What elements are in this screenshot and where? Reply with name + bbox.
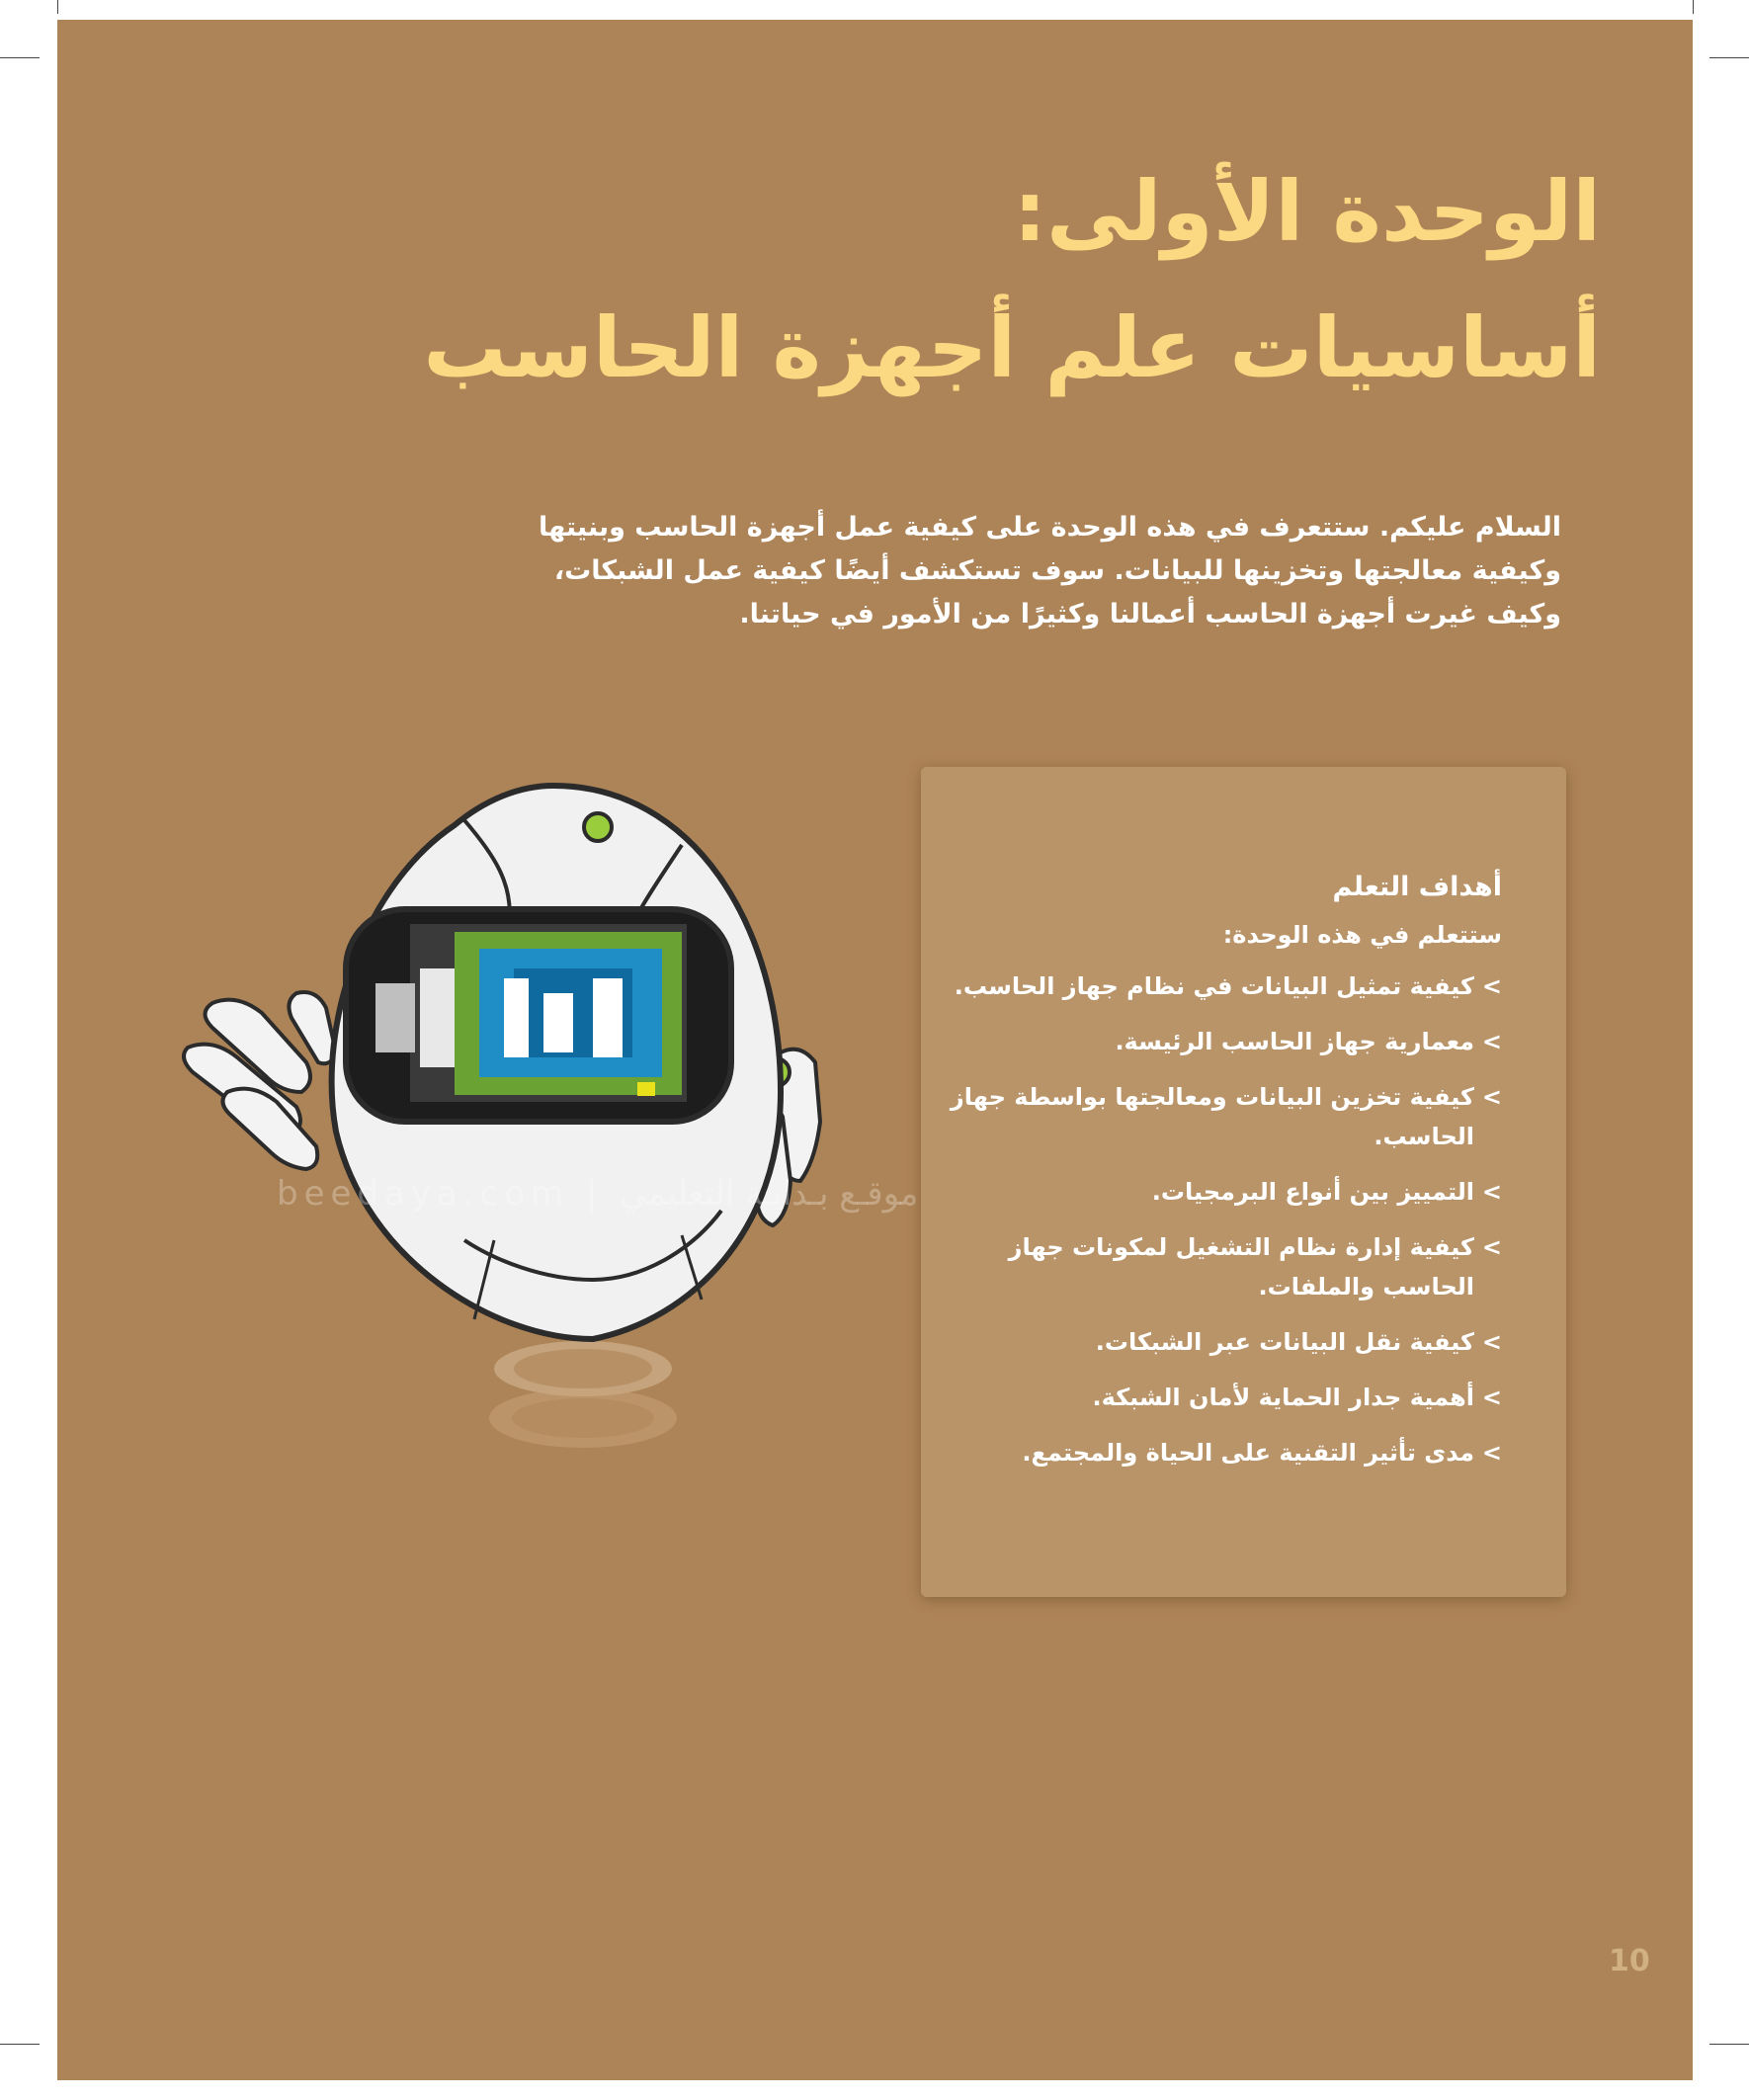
bullet-icon: >: [1481, 972, 1502, 1000]
unit-title-line2: أساسيات علم أجهزة الحاسب: [423, 299, 1601, 396]
objective-text: كيفية تخزين البيانات ومعالجتها بواسطة جهاز الحاسب.: [950, 1083, 1474, 1150]
objective-item: [949, 1022, 1502, 1061]
crop-mark: [1709, 57, 1749, 58]
crop-mark: [1709, 2044, 1749, 2045]
objective-text: التمييز بين أنواع البرمجيات.: [1151, 1178, 1474, 1206]
crop-mark: [0, 57, 40, 58]
bullet-icon: >: [1481, 1233, 1502, 1261]
objective-text: مدى تأثير التقنية على الحياة والمجتمع.: [1022, 1439, 1474, 1467]
intro-line: وكيفية معالجتها وتخزينها للبيانات. سوف تستكشف أيضًا كيفية عمل الشبكات،: [553, 555, 1561, 586]
crop-mark: [0, 2044, 40, 2045]
bullet-icon: >: [1481, 1384, 1502, 1411]
objective-item: [949, 1172, 1502, 1212]
robot-light-icon: [584, 813, 612, 841]
intro-line: السلام عليكم. ستتعرف في هذه الوحدة على كيفية عمل أجهزة الحاسب وبنيتها: [538, 512, 1561, 543]
bullet-icon: >: [1481, 1028, 1502, 1055]
objective-text: كيفية تمثيل البيانات في نظام جهاز الحاسب.: [954, 972, 1474, 1000]
bullet-icon: >: [1481, 1178, 1502, 1206]
page-number: 10: [1609, 1944, 1650, 1978]
objective-text: معمارية جهاز الحاسب الرئيسة.: [1115, 1028, 1474, 1055]
crop-mark: [1693, 0, 1694, 14]
objective-item: [949, 1227, 1502, 1306]
unit-title: [316, 143, 1601, 416]
objective-text: كيفية إدارة نظام التشغيل لمكونات جهاز الحاسب والملفات.: [1008, 1233, 1474, 1301]
objective-text: أهمية جدار الحماية لأمان الشبكة.: [1092, 1384, 1474, 1411]
bullet-icon: >: [1481, 1439, 1502, 1467]
objective-text: كيفية نقل البيانات عبر الشبكات.: [1095, 1328, 1474, 1356]
objective-item: [949, 1378, 1502, 1417]
learning-objectives-box: [921, 767, 1566, 1597]
objectives-list: [949, 966, 1502, 1472]
objective-item: [949, 1322, 1502, 1362]
intro-line: وكيف غيرت أجهزة الحاسب أعمالنا وكثيرًا من الأمور في حياتنا.: [739, 599, 1561, 630]
objective-item: [949, 1433, 1502, 1472]
bullet-icon: >: [1481, 1328, 1502, 1356]
objective-item: [949, 966, 1502, 1006]
robot-left-hand-icon: [184, 992, 336, 1169]
watermark: beedaya.com | موقـع بـدايـة التعليمي: [277, 1174, 919, 1214]
objectives-subtitle: ستتعلم في هذه الوحدة:: [1222, 921, 1502, 949]
objectives-title: أهداف التعلم: [1332, 872, 1502, 902]
crop-mark: [57, 0, 58, 14]
objective-item: [949, 1077, 1502, 1156]
robot-base-icon: [489, 1341, 677, 1448]
robot-screen-pixels-icon: [375, 924, 687, 1102]
intro-paragraph: [538, 506, 1561, 636]
bullet-icon: >: [1481, 1083, 1502, 1111]
unit-title-line1: الوحدة الأولى:: [1013, 163, 1601, 260]
